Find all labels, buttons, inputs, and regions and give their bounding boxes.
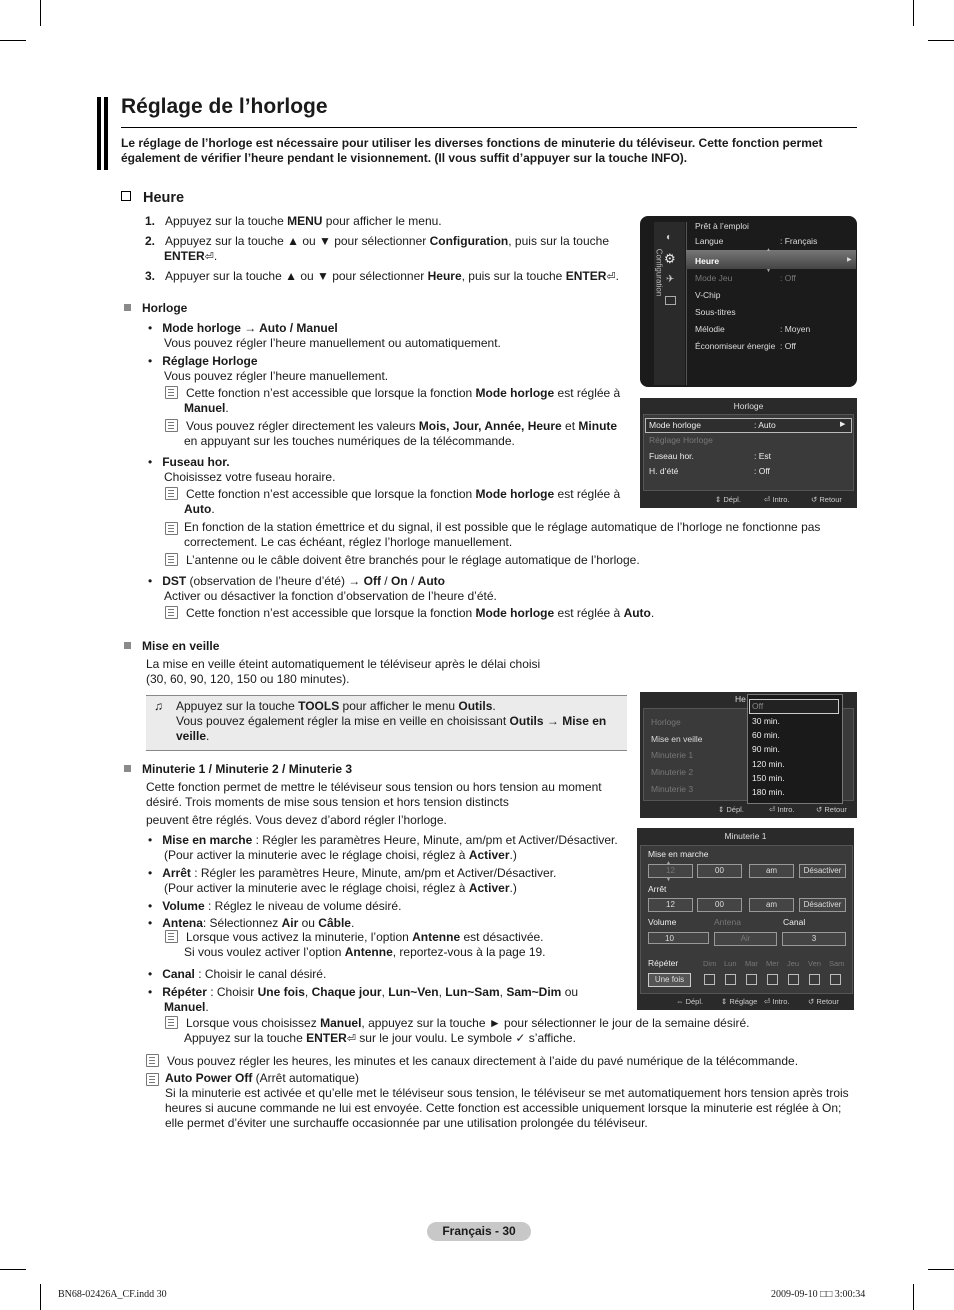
support-icon xyxy=(665,296,676,305)
osd-horloge-dialog xyxy=(640,398,857,508)
day-checkbox[interactable] xyxy=(767,974,778,985)
day-label: Ven xyxy=(808,959,821,968)
timer-on-hour[interactable]: 12 xyxy=(648,864,693,878)
osd-row-label[interactable]: Fuseau hor. xyxy=(649,451,694,461)
day-label: Sam xyxy=(829,959,845,968)
osd-footer-move: ⇕ Dépl. xyxy=(715,495,741,504)
osd-row-label[interactable]: Horloge xyxy=(651,717,681,727)
canal-item: • Canal : Choisir le canal désiré. xyxy=(148,967,327,981)
arrow-up-icon: ▲ xyxy=(766,247,771,253)
osd-footer-move: ⇕ Dépl. xyxy=(718,805,744,814)
mise-en-marche-item: • Mise en marche : Régler les paramètres Heure, Minute, am/pm et Activer/Désactiver. (Pour activer la minuterie avec le réglage choisi, réglez à Activer.) xyxy=(148,833,618,862)
note-icon xyxy=(165,553,178,566)
timer-repeat-value[interactable]: Une fois xyxy=(648,973,691,987)
day-label: Lun xyxy=(724,959,737,968)
timer-volume-value[interactable]: 10 xyxy=(648,932,709,944)
timer-off-ampm[interactable]: am xyxy=(749,898,794,912)
enter-icon: ⏎ xyxy=(764,997,771,1006)
osd-item[interactable]: V-Chip xyxy=(695,290,721,300)
osd-option[interactable]: 150 min. xyxy=(752,773,785,783)
note-manuel: Lorsque vous choisissez Manuel, appuyez sur la touche ► pour sélectionner le jour de la semaine désiré. Appuyez sur la touche ENTER⏎ sur le jour voulu. Le symbole ✓ s’affiche. xyxy=(165,1016,805,1047)
step-3: 3. Appuyer sur la touche ▲ ou ▼ pour sélectionner Heure, puis sur la touche ENTER⏎. xyxy=(145,269,619,283)
enter-icon: ⏎ xyxy=(769,805,776,814)
veille-description: La mise en veille éteint automatiquement le téléviseur après le délai choisi (30, 60, 90, 120, 150 ou 180 minutes). xyxy=(146,657,541,686)
note-icon xyxy=(165,419,178,432)
day-label: Dim xyxy=(703,959,717,968)
osd-row-label[interactable]: H. d’été xyxy=(649,466,679,476)
day-checkbox[interactable] xyxy=(725,974,736,985)
osd-configuration-menu xyxy=(640,216,857,387)
osd-item-value: : Off xyxy=(780,273,796,283)
day-checkbox[interactable] xyxy=(704,974,715,985)
osd-side-label: Configuration xyxy=(654,248,664,297)
note-mode-auto: Cette fonction n’est accessible que lorsque la fonction Mode horloge est réglée à Auto. xyxy=(165,487,635,517)
osd-row-value: : Off xyxy=(754,466,770,476)
antena-item: • Antena: Sélectionnez Air ou Câble. xyxy=(148,916,355,930)
osd-footer-enter: ⏎ Intro. xyxy=(769,805,795,814)
osd-footer-return: ↺ Retour xyxy=(808,997,839,1006)
square-bullet-icon xyxy=(124,304,131,311)
timer-volume-label: Volume xyxy=(648,917,677,927)
square-bullet-icon xyxy=(124,642,131,649)
osd-footer-enter: ⏎ Intro. xyxy=(764,495,790,504)
timer-canal-label: Canal xyxy=(783,917,806,927)
minuterie-heading: Minuterie 1 / Minuterie 2 / Minuterie 3 xyxy=(124,762,352,777)
step-2: 2. Appuyez sur la touche ▲ ou ▼ pour sélectionner Configuration, puis sur la touche ENTER⏎. xyxy=(145,234,609,263)
page-number-pill: Français - 30 xyxy=(427,1222,531,1241)
arrow-up-icon: ▲ xyxy=(666,860,671,866)
gear-icon: ⚙ xyxy=(664,251,676,266)
osd-item-value: : Moyen xyxy=(780,324,811,334)
crop-mark xyxy=(40,1284,41,1310)
arret-item: • Arrêt : Régler les paramètres Heure, Minute, am/pm et Activer/Désactiver. (Pour activer la minuterie avec le réglage choisi, réglez à Activer.) xyxy=(148,866,557,895)
day-label: Mar xyxy=(745,959,758,968)
osd-row-label[interactable]: Minuterie 2 xyxy=(651,767,694,777)
note-icon xyxy=(165,487,178,500)
timer-repeat-label: Répéter xyxy=(648,958,679,968)
enter-icon: ⏎ xyxy=(764,495,771,504)
osd-option[interactable]: 30 min. xyxy=(752,716,780,726)
osd-item[interactable]: Langue xyxy=(695,236,724,246)
osd-item[interactable]: Prêt à l’emploi xyxy=(695,221,749,231)
day-label: Jeu xyxy=(787,959,800,968)
osd-item[interactable]: Mélodie xyxy=(695,324,725,334)
note-icon xyxy=(165,606,178,619)
dst-item: • DST (observation de l’heure d’été) → Off / On / Auto Activer ou désactiver la fonction d’observation de l’heure d’été. xyxy=(148,574,497,603)
mode-horloge-item: • Mode horloge → Auto / Manuel Vous pouvez régler l’heure manuellement ou automatiquement. xyxy=(148,321,501,350)
timer-on-minute[interactable]: 00 xyxy=(697,864,742,878)
osd-item-selected[interactable]: Heure xyxy=(695,256,720,266)
updown-icon: ⇕ xyxy=(715,495,722,504)
osd-row-label[interactable]: Mode horloge xyxy=(649,420,701,430)
arrow-down-icon: ▼ xyxy=(666,877,671,883)
note-icon xyxy=(165,522,178,535)
note-mode-manuel: Cette fonction n’est accessible que lorsque la fonction Mode horloge est réglée à Manuel. xyxy=(165,386,635,416)
page-title: Réglage de l’horloge xyxy=(121,95,328,118)
timer-antena-value[interactable]: Air xyxy=(714,932,777,946)
day-label: Mer xyxy=(766,959,779,968)
return-icon: ↺ xyxy=(811,495,818,504)
note-auto-power-off: Auto Power Off (Arrêt automatique) Si la minuterie est activée et qu’elle met le téléviseur sous tension, le téléviseur se met automatiquement hors tension après trois heures si aucune commande ne lui est envoyée. Cette fonction est accessible uniquement lorsque la minuterie est réglée à On; elle permet d’éviter une surchauffe occasionnée par une utilisation prolongée du téléviseur. xyxy=(146,1071,858,1131)
print-slug-right: 2009-09-10 □□ 3:00:34 xyxy=(771,1289,866,1300)
arrow-right-icon: ▶ xyxy=(847,257,852,263)
crop-mark xyxy=(913,1284,914,1310)
reglage-horloge-item: • Réglage Horloge Vous pouvez régler l’heure manuellement. xyxy=(148,354,389,383)
crop-mark xyxy=(0,40,26,41)
fuseau-item: • Fuseau hor. Choisissez votre fuseau horaire. xyxy=(148,455,336,484)
osd-minuterie-dialog xyxy=(637,828,854,1010)
osd-option[interactable]: 90 min. xyxy=(752,744,780,754)
volume-item: • Volume : Réglez le niveau de volume désiré. xyxy=(148,899,402,913)
intro-paragraph: Le réglage de l’horloge est nécessaire pour utiliser les diverses fonctions de minuterie du téléviseur. Cette fonction permet également de vérifier l’heure pendant le visionnement. (Il vous suffit d’appuyer sur la touche INFO). xyxy=(121,136,823,165)
crop-mark xyxy=(0,1269,26,1270)
day-checkbox[interactable] xyxy=(746,974,757,985)
osd-dialog-title: Horloge xyxy=(733,401,764,411)
osd-row-label[interactable]: Minuterie 1 xyxy=(651,750,694,760)
note-icon xyxy=(146,1054,159,1067)
section-heading: Heure xyxy=(121,190,184,206)
crop-mark xyxy=(928,40,954,41)
title-rule xyxy=(121,127,857,128)
day-checkbox[interactable] xyxy=(809,974,820,985)
timer-on-activation[interactable]: Désactiver xyxy=(799,864,846,878)
step-1: 1. Appuyez sur la touche MENU pour afficher le menu. xyxy=(145,214,442,228)
note-antenna: L’antenne ou le câble doivent être branchés pour le réglage automatique de l’horloge. xyxy=(165,553,845,568)
osd-footer-return: ↺ Retour xyxy=(816,805,847,814)
arrow-right-icon: ▶ xyxy=(840,421,846,428)
tools-icon: ♫ xyxy=(154,699,163,713)
input-icon: ✈ xyxy=(666,274,675,285)
return-icon: ↺ xyxy=(808,997,815,1006)
osd-item-value: : Off xyxy=(780,341,796,351)
title-bar-decoration xyxy=(97,97,101,170)
timer-on-label: Mise en marche xyxy=(648,849,709,859)
osd-row-label[interactable]: Mise en veille xyxy=(651,734,703,744)
note-signal: En fonction de la station émettrice et du signal, il est possible que le réglage automatique de l’horloge ne fonctionne pas correctement. Le cas échéant, réglez l’horloge manuellement. xyxy=(165,520,845,550)
timer-off-activation[interactable]: Désactiver xyxy=(799,898,846,912)
timer-on-ampm[interactable]: am xyxy=(749,864,794,878)
note-dst-auto: Cette fonction n’est accessible que lorsque la fonction Mode horloge est réglée à Auto. xyxy=(165,606,765,621)
osd-footer-adjust: ⇕ Réglage xyxy=(721,997,758,1006)
osd-dialog-title: Minuterie 1 xyxy=(724,831,767,841)
arrow-down-icon: ▼ xyxy=(766,268,771,274)
osd-item[interactable]: Économiseur énergie xyxy=(695,341,776,351)
updown-icon: ⇕ xyxy=(718,805,725,814)
osd-option[interactable]: 60 min. xyxy=(752,730,780,740)
note-icon xyxy=(165,386,178,399)
osd-row-value: : Auto xyxy=(754,420,776,430)
crop-mark xyxy=(913,0,914,26)
osd-option[interactable]: 180 min. xyxy=(752,787,785,797)
crop-mark xyxy=(40,0,41,26)
crop-mark xyxy=(928,1269,954,1270)
timer-antena-label: Antena xyxy=(714,917,741,927)
timer-off-hour[interactable]: 12 xyxy=(648,898,693,912)
day-checkbox[interactable] xyxy=(788,974,799,985)
enter-icon: ⏎ xyxy=(204,251,214,263)
checkmark-icon: ✓ xyxy=(515,1031,526,1045)
osd-option[interactable]: 120 min. xyxy=(752,759,785,769)
picture-icon: ◐ xyxy=(666,232,673,243)
square-bullet-icon xyxy=(124,765,131,772)
note-numeric-values: Vous pouvez régler directement les valeurs Mois, Jour, Année, Heure et Minute en appuyant sur les touches numériques de la télécommande. xyxy=(165,419,635,449)
osd-divider xyxy=(686,222,687,385)
osd-row-label[interactable]: Réglage Horloge xyxy=(649,435,713,445)
checkbox-bullet-icon xyxy=(121,191,131,201)
timer-off-minute[interactable]: 00 xyxy=(697,898,742,912)
updown-icon: ⇕ xyxy=(721,997,728,1006)
osd-row-label[interactable]: Minuterie 3 xyxy=(651,784,694,794)
return-icon: ↺ xyxy=(816,805,823,814)
osd-option[interactable]: Off xyxy=(752,701,764,711)
horloge-heading: Horloge xyxy=(124,301,187,316)
title-bar-decoration xyxy=(104,97,108,170)
osd-item-value: : Français xyxy=(780,236,818,246)
enter-icon: ⏎ xyxy=(606,271,616,283)
osd-item[interactable]: Sous-titres xyxy=(695,307,736,317)
print-slug-left: BN68-02426A_CF.indd 30 xyxy=(58,1289,167,1300)
timer-canal-value[interactable]: 3 xyxy=(782,932,846,946)
osd-item[interactable]: Mode Jeu xyxy=(695,273,733,283)
osd-footer-return: ↺ Retour xyxy=(811,495,842,504)
timer-off-label: Arrêt xyxy=(648,884,667,894)
osd-veille-dialog xyxy=(640,692,857,818)
minuterie-description: Cette fonction permet de mettre le téléviseur sous tension ou hors tension au moment désiré. Trois moments de mise sous tension et hors tension distincts peuvent être réglés. Vous devez d’abord régler l’horloge. xyxy=(146,780,602,827)
veille-heading: Mise en veille xyxy=(124,639,219,654)
enter-icon: ⏎ xyxy=(346,1033,356,1045)
note-keypad: Vous pouvez régler les heures, les minutes et les canaux directement à l’aide du pavé numérique de la télécommande. xyxy=(146,1054,856,1069)
osd-footer-enter: ⏎ Intro. xyxy=(764,997,790,1006)
repeter-item: • Répéter : Choisir Une fois, Chaque jour, Lun~Ven, Lun~Sam, Sam~Dim ou Manuel. xyxy=(148,985,579,1014)
osd-dialog-title: He xyxy=(735,694,746,704)
leftright-icon: ⇔ xyxy=(676,997,684,1006)
tools-note: ♫ Appuyez sur la touche TOOLS pour afficher le menu Outils. Vous pouvez également régler la mise en veille en choisissant Outils → Mise en veille. xyxy=(154,699,607,743)
note-icon xyxy=(165,1016,178,1029)
note-antenne: Lorsque vous activez la minuterie, l’option Antenne est désactivée. Si vous voulez activer l’option Antenne, reportez-vous à la page 19. xyxy=(165,930,635,960)
osd-footer-move: ⇔ Dépl. xyxy=(676,997,704,1006)
day-checkbox[interactable] xyxy=(830,974,841,985)
note-icon xyxy=(165,930,178,943)
note-icon xyxy=(146,1073,159,1086)
osd-row-value: : Est xyxy=(754,451,772,461)
